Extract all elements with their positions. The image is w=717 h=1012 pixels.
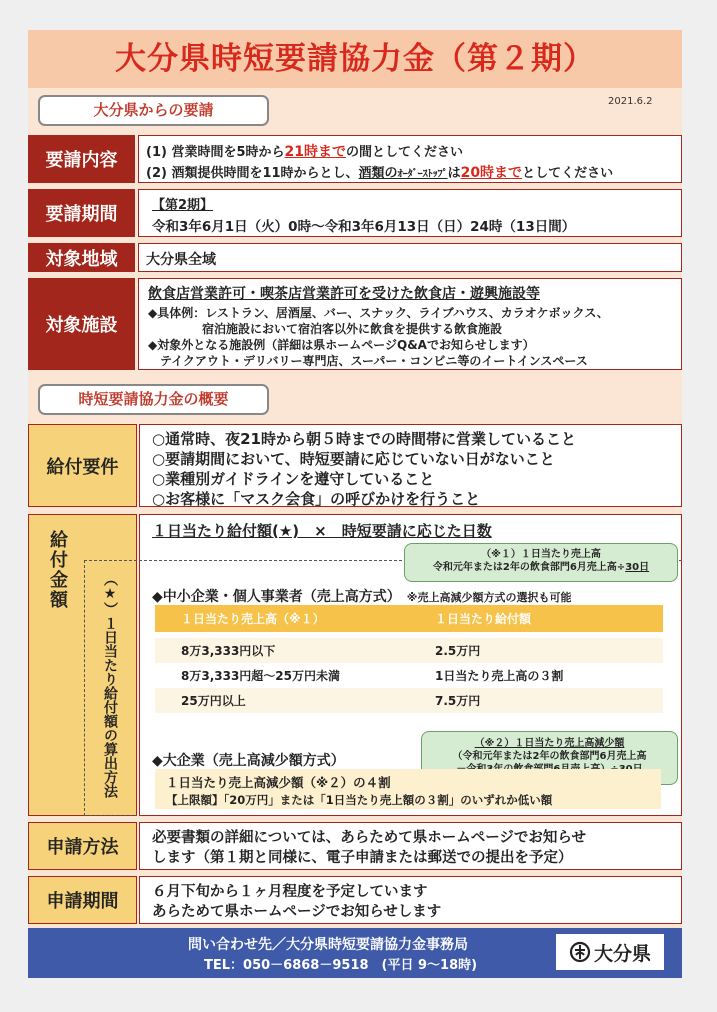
sme-heading: ◆中小企業・個人事業者（売上高方式） ※売上高減少額方式の選択も可能 [152,589,572,605]
facility-line-4: ◆対象外となる施設例（詳細は県ホームページQ&Aでお知らせします） [148,338,535,352]
application-period-line-2: あらためて県ホームページでお知らせします [152,904,442,920]
table-header-row [155,605,663,632]
table-cell: 8万3,333円以下 [181,644,276,658]
note-2-title: （※２）１日当たり売上高減少額 [474,738,625,749]
oita-logo [556,934,664,970]
request-content-label: 要請内容 [28,135,135,183]
requirement-item: ○お客様に「マスク会食」の呼びかけを行うこと [152,490,481,508]
request-line-1: (1) 営業時間を5時から21時までの間としてください [146,144,463,160]
section-heading-overview: 時短要請協力金の概要 [38,384,269,415]
request-period-dates: 令和3年6月1日（火）0時～令和3年6月13日（日）24時（13日間） [152,219,576,235]
facility-line-5: テイクアウト・デリバリー専門店、スーパー・コンビニ等のイートインスペース [160,354,588,368]
contact-phone: TEL：050－6868－9518 (平日 9～18時) [204,958,478,973]
facility-line-3: 宿泊施設において宿泊客以外に飲食を提供する飲食施設 [202,322,503,336]
requirement-item: ○要請期間において、時短要請に応じていない日がないこと [152,450,555,468]
table-cell: 2.5万円 [435,644,481,658]
table-row [155,663,663,688]
note-1-box [404,543,678,582]
table-header-cell: １日当たり給付額 [435,612,532,626]
target-area-label: 対象地域 [28,243,135,272]
note-1-title: （※１）１日当たり売上高 [481,549,601,560]
target-facility-label: 対象施設 [28,278,135,370]
section-heading-request: 大分県からの要請 [38,95,269,126]
request-period-phase: 【第2期】 [152,198,214,213]
target-area-value: 大分県全域 [146,252,216,268]
application-method-line-2: します（第１期と同様に、電子申請または郵送での提出を予定） [152,850,573,866]
large-enterprise-line-2: 【上限額】「20万円」または「1日当たり売上額の３割」のいずれか低い額 [166,793,553,807]
oita-logo-text: 大分県 [593,942,651,965]
facility-line-1: 飲食店営業許可・喫茶店営業許可を受けた飲食店・遊興施設等 [148,286,540,302]
issue-date: 2021.6.2 [608,96,653,107]
note-1-body: 令和元年または2年の飲食部門6月売上高÷30日 [432,562,650,573]
request-period-label: 要請期間 [28,189,135,237]
calc-method-label: （★）１日当たり給付額の算出方法 [102,572,118,798]
request-line-2: (2) 酒類提供時間を11時からとし、酒類のｵｰﾀﾞｰｽﾄｯﾌﾟは20時までとしてください [146,165,614,181]
table-header-cell: １日当たり売上高（※１） [181,612,325,626]
payment-formula: １日当たり給付額(★) × 時短要請に応じた日数 [152,522,492,540]
note-2-line-1: （令和元年または2年の飲食部門6月売上高 [452,751,647,762]
contact-office: 問い合わせ先／大分県時短要請協力金事務局 [188,937,468,953]
requirement-item: ○通常時、夜21時から朝５時までの時間帯に営業していること [152,430,576,448]
table-row [155,688,663,713]
application-method-line-1: 必要書類の詳細については、あらためて県ホームページでお知らせ [152,830,586,846]
table-cell: 8万3,333円超～25万円未満 [181,669,341,683]
prefecture-emblem-icon [569,941,591,963]
table-cell: 1日当たり売上高の３割 [435,669,564,683]
application-period-label: 申請期間 [28,876,137,924]
target-area-box [138,243,682,272]
payment-table [155,605,663,713]
large-enterprise-heading: ◆大企業（売上高減少額方式） [152,753,345,769]
page-title: 大分県時短要請協力金（第２期） [28,30,682,88]
table-row [155,638,663,663]
payment-requirements-label: 給付要件 [28,424,137,507]
large-enterprise-line-1: １日当たり売上高減少額（※２）の４割 [166,775,391,790]
requirement-item: ○業種別ガイドラインを遵守していること [152,470,435,488]
table-cell: 25万円以上 [181,694,246,708]
table-cell: 7.5万円 [435,694,481,708]
application-method-label: 申請方法 [28,822,137,870]
payment-amount-label: 給付金額 [47,530,68,610]
facility-line-2: ◆具体例：レストラン、居酒屋、バー、スナック、ライブハウス、カラオケボックス、 [148,306,609,320]
application-period-line-1: ６月下旬から１ヶ月程度を予定しています [152,884,428,900]
